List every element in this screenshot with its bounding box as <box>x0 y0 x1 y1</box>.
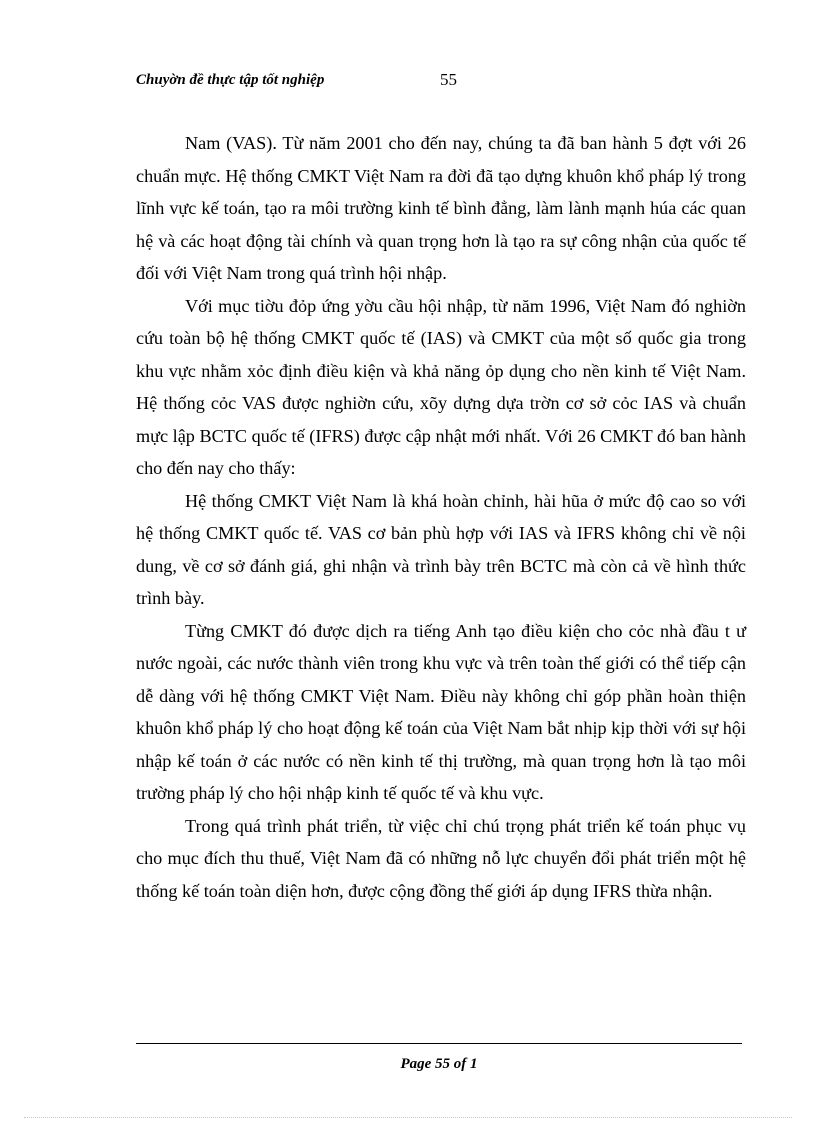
paragraph: Trong quá trình phát triển, từ việc chỉ chú trọng phát triển kế toán phục vụ cho mục đích thu thuế, Việt Nam đã có những nỗ lực chuyển đổi phát triển một hệ thống kế toán toàn diện hơn, được cộng đồng thế giới áp dụng IFRS thừa nhận. <box>136 815 746 901</box>
footer-page-label: Page 55 of 1 <box>400 1056 478 1072</box>
paragraph: Từng CMKT đó được dịch ra tiếng Anh tạo điều kiện cho cỏc nhà đầu t ư nước ngoài, các nước thành viên trong khu vực và trên toàn thế giới có thể tiếp cận dễ dàng với hệ thống CMKT Việt Nam. Điều này không chỉ góp phần hoàn thiện khuôn khổ pháp lý cho hoạt động kế toán của Việt Nam bắt nhịp kịp thời với sự hội nhập kế toán ở các nước có nền kinh tế thị trường, mà quan trọng hơn là tạo môi trường pháp lý cho hội nhập kinh tế quốc tế và khu vực. <box>136 620 746 803</box>
paragraph: Hệ thống CMKT Việt Nam là khá hoàn chỉnh, hài hũa ở mức độ cao so với hệ thống CMKT quốc tế. VAS cơ bản phù hợp với IAS và IFRS không chỉ về nội dung, về cơ sở đánh giá, ghi nhận và trình bày trên BCTC mà còn cả về hình thức trình bày. <box>136 490 746 608</box>
header-title: Chuyờn đề thực tập tốt nghiệp <box>136 72 325 88</box>
page-header <box>136 70 736 94</box>
body-text <box>136 127 746 907</box>
page-bottom-edge <box>24 1117 792 1118</box>
paragraph: Nam (VAS). Từ năm 2001 cho đến nay, chúng ta đã ban hành 5 đợt với 26 chuẩn mực. Hệ thống CMKT Việt Nam ra đời đã tạo dựng khuôn khổ pháp lý trong lĩnh vực kế toán, tạo ra môi trường kinh tế bình đẳng, làm lành mạnh húa các quan hệ và các hoạt động tài chính và quan trọng hơn là tạo ra sự công nhận của quốc tế đối với Việt Nam trong quá trình hội nhập. <box>136 133 746 283</box>
footer-divider <box>136 1043 742 1044</box>
header-page-number: 55 <box>440 70 457 89</box>
paragraph: Với mục tiờu đỏp ứng yờu cầu hội nhập, từ năm 1996, Việt Nam đó nghiờn cứu toàn bộ hệ thống CMKT quốc tế (IAS) và CMKT của một số quốc gia trong khu vực nhằm xỏc định điều kiện và khả năng ỏp dụng cho nền kinh tế Việt Nam. Hệ thống cỏc VAS được nghiờn cứu, xõy dựng dựa trờn cơ sở cỏc IAS và chuẩn mực lập BCTC quốc tế (IFRS) được cập nhật mới nhất. Với 26 CMKT đó ban hành cho đến nay cho thấy: <box>136 295 746 478</box>
